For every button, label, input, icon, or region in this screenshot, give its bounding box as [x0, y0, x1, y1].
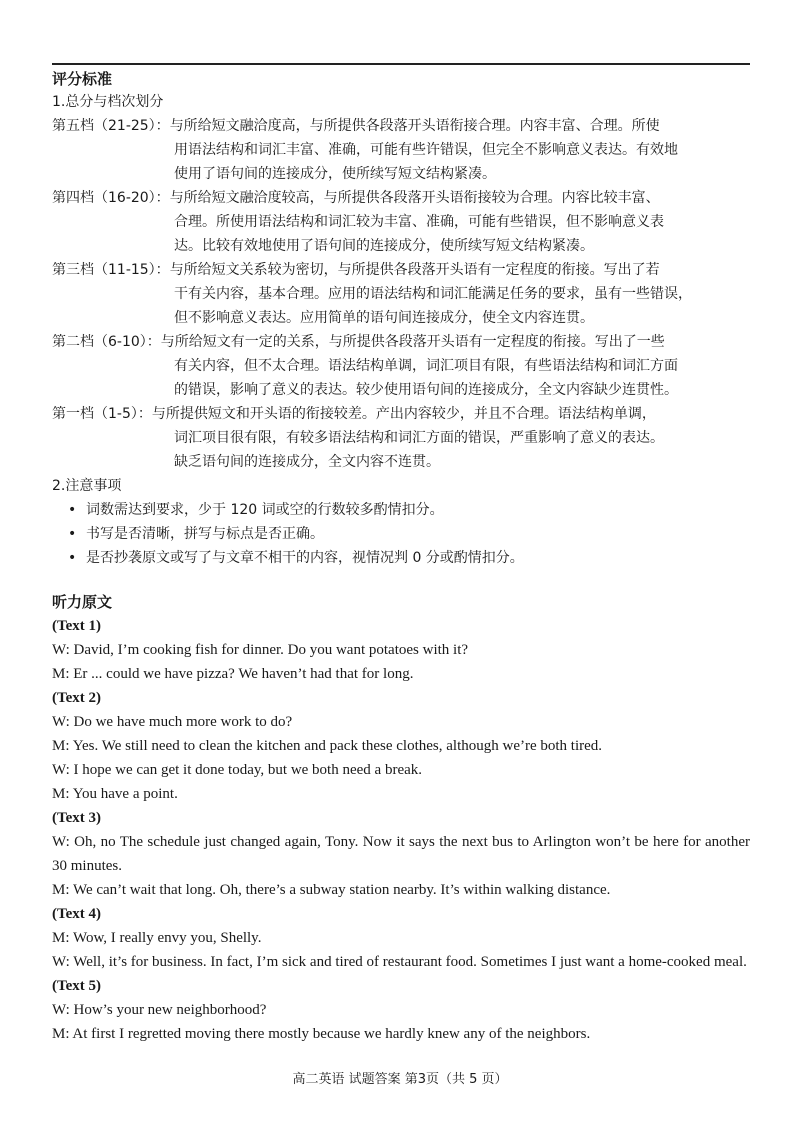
- listening-title: 听力原文: [52, 593, 113, 611]
- bullet-icon: •: [68, 502, 77, 518]
- tier-text: 但不影响意义表达。应用简单的语句间连接成分，使全文内容连贯。: [174, 310, 594, 326]
- bullet-icon: •: [68, 550, 77, 566]
- tier-text: 的错误，影响了意义的表达。较少使用语句间的连接成分，全文内容缺少连贯性。: [174, 382, 678, 398]
- tier-first-line: [52, 258, 750, 282]
- section-1-heading: 1.总分与档次划分: [52, 94, 164, 110]
- dialogue-line: M: We can’t wait that long. Oh, there’s a subway station nearby. It’s within walking distance.: [52, 882, 611, 898]
- note-item: [68, 546, 750, 570]
- tier-text: 与所提供短文和开头语的衔接较差。产出内容较少，并且不合理。语法结构单调，: [151, 406, 656, 422]
- tier-text: 缺乏语句间的连接成分，全文内容不连贯。: [174, 454, 440, 470]
- tier-block: [52, 402, 750, 474]
- tier-label: 第一档（1-5）：: [52, 406, 152, 422]
- tier-block: [52, 330, 750, 402]
- bullet-icon: •: [68, 526, 77, 542]
- text-label: (Text 1): [52, 618, 102, 634]
- section-2-heading: 2.注意事项: [52, 478, 122, 494]
- note-text: 是否抄袭原文或写了与文章不相干的内容，视情况判 0 分或酌情扣分。: [86, 550, 524, 566]
- tier-text: 词汇项目很有限，有较多语法结构和词汇方面的错误，严重影响了意义的表达。: [174, 430, 664, 446]
- tier-text: 与所给短文关系较为密切，与所提供各段落开头语有一定程度的衔接。写出了若: [169, 262, 660, 278]
- tier-text: 与所给短文融洽度较高，与所提供各段落开头语衔接较为合理。内容比较丰富、: [169, 190, 660, 206]
- note-text: 词数需达到要求，少于 120 词或空的行数较多酌情扣分。: [86, 502, 444, 518]
- text-label: (Text 5): [52, 978, 102, 994]
- tier-first-line: [52, 114, 750, 138]
- document-body: [52, 66, 750, 1046]
- tier-list: [52, 114, 750, 474]
- tier-label: 第五档（21-25）：: [52, 118, 170, 134]
- tier-text: 与所给短文有一定的关系，与所提供各段落开头语有一定程度的衔接。写出了一些: [160, 334, 665, 350]
- dialogue-line: M: Wow, I really envy you, Shelly.: [52, 930, 262, 946]
- page-footer: 高二英语 试题答案 第3页（共 5 页）: [292, 1072, 508, 1087]
- criteria-title: 评分标准: [52, 70, 113, 88]
- top-rule: [52, 63, 750, 65]
- text-label: (Text 2): [52, 690, 102, 706]
- tier-text: 有关内容，但不太合理。语法结构单调，词汇项目有限，有些语法结构和词汇方面: [174, 358, 678, 374]
- text-label: (Text 3): [52, 810, 102, 826]
- dialogue-line: M: Er ... could we have pizza? We haven’t had that for long.: [52, 666, 414, 682]
- tier-first-line: [52, 402, 750, 426]
- tier-block: [52, 114, 750, 186]
- tier-text: 用语法结构和词汇丰富、准确，可能有些许错误，但完全不影响意义表达。有效地: [174, 142, 678, 158]
- tier-block: [52, 258, 750, 330]
- dialogue-line: W: David, I’m cooking fish for dinner. Do you want potatoes with it?: [52, 642, 469, 658]
- tier-label: 第二档（6-10）：: [52, 334, 161, 350]
- notes-list: [52, 498, 750, 570]
- tier-text: 干有关内容，基本合理。应用的语法结构和词汇能满足任务的要求，虽有一些错误，: [174, 286, 692, 302]
- note-item: [68, 522, 750, 546]
- dialogue-line: W: I hope we can get it done today, but we both need a break.: [52, 762, 423, 778]
- dialogue-line: M: Yes. We still need to clean the kitchen and pack these clothes, although we’re both tired.: [52, 738, 603, 754]
- dialogue-line: W: Oh, no The schedule just changed again, Tony. Now it says the next bus to Arlington won’t be here for another 30 minutes.: [52, 834, 750, 874]
- tier-label: 第四档（16-20）：: [52, 190, 170, 206]
- dialogue-line: W: Well, it’s for business. In fact, I’m sick and tired of restaurant food. Sometimes I just want a home-cooked meal.: [52, 954, 747, 970]
- dialogue-line: W: How’s your new neighborhood?: [52, 1002, 267, 1018]
- note-text: 书写是否清晰，拼写与标点是否正确。: [86, 526, 324, 542]
- listening-texts: [52, 614, 750, 1046]
- tier-text: 合理。所使用语法结构和词汇较为丰富、准确，可能有些错误，但不影响意义表: [174, 214, 664, 230]
- dialogue-line: M: At first I regretted moving there mostly because we hardly knew any of the neighbors.: [52, 1026, 591, 1042]
- note-item: [68, 498, 750, 522]
- tier-label: 第三档（11-15）：: [52, 262, 170, 278]
- dialogue-line: W: Do we have much more work to do?: [52, 714, 293, 730]
- tier-text: 与所给短文融洽度高，与所提供各段落开头语衔接合理。内容丰富、合理。所使: [169, 118, 660, 134]
- dialogue-line: M: You have a point.: [52, 786, 178, 802]
- text-label: (Text 4): [52, 906, 102, 922]
- tier-first-line: [52, 330, 750, 354]
- tier-block: [52, 186, 750, 258]
- tier-first-line: [52, 186, 750, 210]
- tier-text: 使用了语句间的连接成分，使所续写短文结构紧凑。: [174, 166, 496, 182]
- tier-text: 达。比较有效地使用了语句间的连接成分，使所续写短文结构紧凑。: [174, 238, 594, 254]
